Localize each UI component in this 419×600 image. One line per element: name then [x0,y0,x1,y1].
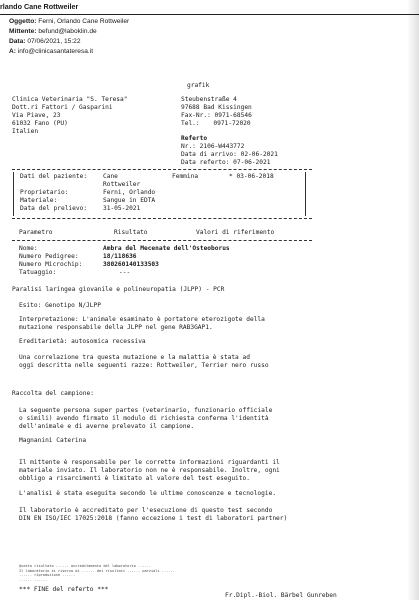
pedigree-value: 18/118636 [103,253,137,260]
email-date-value: 07/06/2021, 15:22 [25,38,81,45]
collection-title: Raccolta del campione: [12,390,94,397]
animal-name-label: Nome: [19,245,38,252]
email-sender-value[interactable]: befund@laboklin.de [36,28,97,35]
animal-name-value: Ambra del Mecenate dell'Osteoborus [103,245,230,252]
email-divider [0,14,419,15]
header-underline [12,240,312,241]
lab-fax-label: Fax-Nr.: [181,112,211,119]
microchip-label: Numero Microchip: [19,261,83,268]
patient-box-left [13,172,14,216]
lab-tel [181,120,252,128]
accreditation-line: Il laboratorio è accreditato per l'esecuzione di questo test secondo [19,507,273,514]
disclaimer-line: obbligo a risarcimenti è limitato al valore del test eseguito. [19,475,250,482]
collection-line: dell'animale e di averne prelevato il campione. [19,423,195,430]
email-recipient [9,47,93,57]
fine-print-line: Il laboratorio si riserva di ...... dei risultati ...... parziali ...... [19,568,175,573]
microchip-value: 380260140133503 [103,261,159,268]
lab-address-line: Steubenstraße 4 [181,96,237,103]
referto-number-value: 2106-W443772 [199,143,245,150]
clinic-line: Italien [12,128,39,135]
patient-species: Cane [103,173,118,180]
interpretation-line: Interpretazione: L'animale esaminato è portatore eterozigote della [19,316,265,323]
lab-fax [181,112,252,120]
patient-box-top [12,169,312,170]
lab-tel-label: Tel.: [181,120,200,127]
collection-line: La seguente persona super partes (veterinario, funzionario officiale [19,407,273,414]
patient-owner-label: Proprietario: [20,189,69,196]
email-sender [9,27,97,37]
header-parameter: Parametro [19,229,53,236]
clinic-address [12,96,127,136]
patient-material-label: Materiale: [20,197,58,204]
correlation-line: oggi descritta nelle seguenti razze: Rottweiler, Terrier nero russo [19,362,269,369]
test-result: Esito: Genotipo N/JLPP [19,302,101,309]
referto-date-value: 07-06-2021 [233,159,271,166]
referto-date-label: Data referto: [181,159,230,166]
lab-address [181,96,252,128]
interpretation-line: mutazione responsabile della JLPP nel gene RAB3GAP1. [19,324,213,331]
fine-print [19,564,175,582]
email-subject-value: Ferni, Orlando Cane Rottweiler [36,18,130,25]
header-reference: Valori di riferimento [196,229,275,236]
disclaimer-line: materiale inviato. Il laboratorio non ne è responsabile. Inoltre, ogni [19,467,280,474]
breed-correlation [19,354,269,370]
email-recipient-value[interactable]: info@clinicasantateresa.it [15,48,94,55]
email-date [9,37,81,47]
clinic-line: Clinica Veterinaria "S. Teresa" [12,96,128,103]
disclaimer-line: Il mittente è responsabile per le corrette informazioni riguardanti il [19,459,280,466]
tattoo-label: Tatuaggio: [19,269,57,276]
email-subject-label: Oggetto: [9,18,37,25]
accreditation-note [19,507,287,523]
tattoo-value: --- [119,269,131,276]
interpretation [19,316,265,332]
referto-arrival-value: 02-06-2021 [240,151,278,158]
patient-box-right [305,172,306,216]
lab-logo-placeholder: grafik [187,82,210,89]
clinic-line: Via Piave, 23 [12,112,61,119]
clinic-line: 61032 Fano (PU) [12,120,68,127]
fine-print-line: Questo risultato ...... accreditamento del laboratorio ...... [19,564,151,568]
patient-birthdate: * 03-06-2018 [229,173,274,180]
signature: Fr.Dipl.-Biol. Bärbel Gunreben [225,592,337,599]
email-sender-label: Mittente: [9,28,37,35]
email-date-label: Data: [9,38,26,45]
referto-date [181,159,278,167]
patient-box-bottom [12,218,312,219]
accreditation-line: DIN EN ISO/IEC 17025:2018 (fanno eccezione i test di laboratori partner) [19,515,288,522]
patient-data-label: Dati del paziente: [20,173,88,180]
end-of-report: *** FINE del referto *** [19,586,109,593]
email-subject [9,17,129,27]
referto-number [181,143,278,151]
patient-sampling-label: Data del prelievo: [20,205,88,212]
test-name: Paralisi laringea giovanile e polineuropatia (JLPP) - PCR [12,286,225,293]
header-result: Risultato [114,229,148,236]
collector-name: Magnanini Caterina [19,437,87,444]
collection-text [19,407,272,431]
correlation-line: Una correlazione tra questa mutazione e la malattia è stata ad [19,354,250,361]
email-title: rlando Cane Rottweiler [0,2,79,11]
inheritance: Ereditarietà: autosomica recessiva [19,338,146,345]
patient-material-value: Sangue in EDTA [103,197,156,204]
collection-line: o simili) avendo firmato il modulo di richiesta conferma l'identità [19,415,269,422]
clinic-line: Dott.ri Fattori / Gasparini [12,104,113,111]
lab-fax-value: 0971-68546 [214,112,252,119]
patient-owner-value: Ferni, Orlando [103,189,156,196]
lab-tel-value: 0971-72020 [213,120,251,127]
pedigree-label: Numero Pedigree: [19,253,79,260]
referto-title: Referto [181,135,208,142]
referto-arrival [181,151,278,159]
fine-print-line: ...... riproduzione ...... [19,573,76,577]
patient-breed: Rottweiler [103,181,141,188]
referto-block [181,135,278,167]
lab-address-line: 97688 Bad Kissingen [181,104,252,111]
fine-print-line: ...... ...... [19,577,48,582]
scan-edge-shadow [407,0,419,600]
responsibility-disclaimer [19,459,280,483]
email-recipient-label: A: [9,48,16,55]
referto-arrival-label: Data di arrivo: [181,151,237,158]
patient-sampling-value: 31-05-2021 [103,205,141,212]
patient-sex: Femmina [172,173,199,180]
referto-number-label: Nr.: [181,143,196,150]
analysis-note: L'analisi è stata eseguita secondo le ultime conoscenze e tecnologie. [19,490,277,497]
